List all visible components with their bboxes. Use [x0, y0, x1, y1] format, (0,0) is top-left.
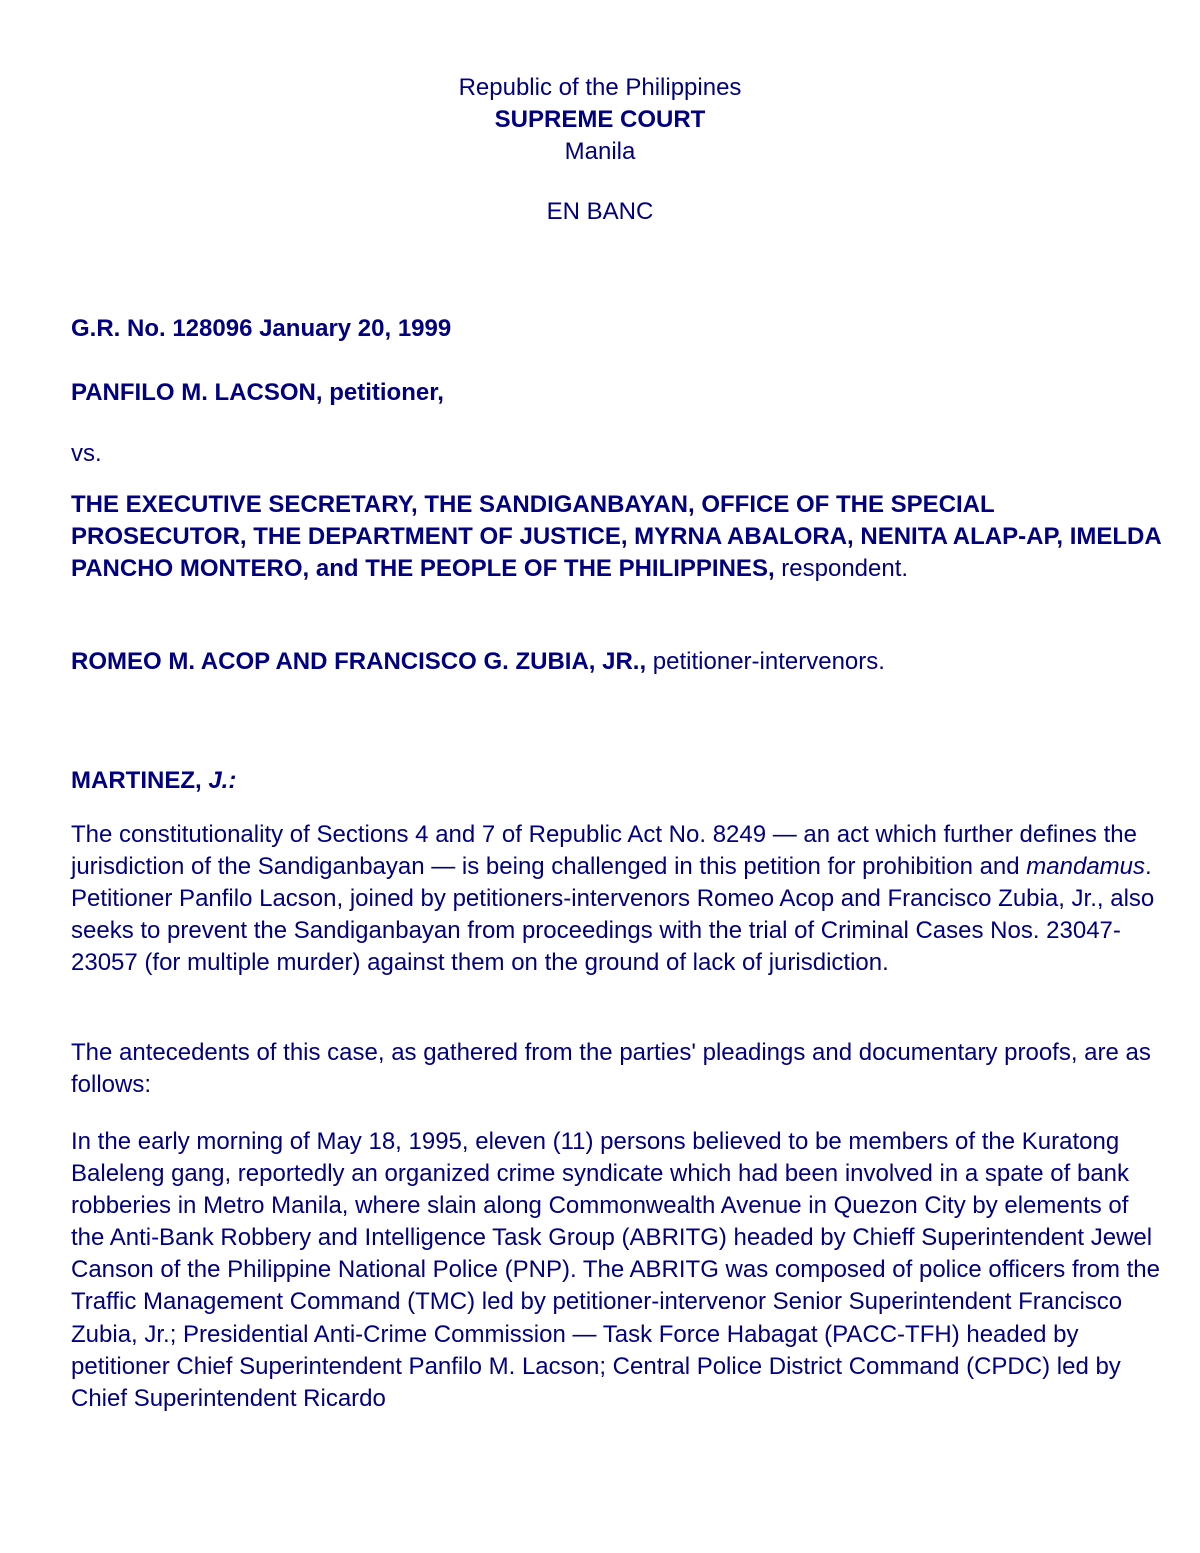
respondents-names: THE EXECUTIVE SECRETARY, THE SANDIGANBAYAN, OFFICE OF THE SPECIAL PROSECUTOR, THE DEPARTMENT OF JUSTICE, MYRNA ABALORA, NENITA ALAP-AP, IMELDA PANCHO MONTERO, and THE PEOPLE OF THE PHILIPPINES,: [71, 491, 1161, 582]
respondents-role: respondent.: [774, 555, 909, 582]
paragraph-1-emphasis: mandamus: [1026, 853, 1146, 881]
case-number: G.R. No. 128096 January 20, 1999: [71, 315, 452, 342]
versus-text: vs.: [71, 440, 102, 467]
ponente-name: MARTINEZ,: [71, 767, 209, 794]
petitioner-name: PANFILO M. LACSON,: [71, 379, 323, 406]
city-heading: Manila: [564, 138, 636, 165]
division-heading: EN BANC: [546, 198, 654, 225]
paragraph-1-part-a: The constitutionality of Sections 4 and 7 of Republic Act No. 8249 — an act which further defines the jurisdiction of the Sandiganbayan — is being challenged in this petition for prohibition and: [71, 821, 1137, 881]
paragraph-3: In the early morning of May 18, 1995, eleven (11) persons believed to be members of the Kuratong Baleleng gang, reportedly an organized crime syndicate which had been involved in a spate of bank robberies in Metro Manila, where slain along Commonwealth Avenue in Quezon City by elements of the Anti-Bank Robbery and Intelligence Task Group (ABRITG) headed by Chieff Superintendent Jewel Canson of the Philippine National Police (PNP). The ABRITG was composed of police officers from the Traffic Management Command (TMC) led by petitioner-intervenor Senior Superintendent Francisco Zubia, Jr.; Presidential Anti-Crime Commission — Task Force Habagat (PACC-TFH) headed by petitioner Chief Superintendent Panfilo M. Lacson; Central Police District Command (CPDC) led by Chief Superintendent Ricardo: [71, 1128, 1160, 1412]
paragraph-2: The antecedents of this case, as gathered from the parties' pleadings and documentary proofs, are as follows:: [71, 1039, 1151, 1099]
court-name-heading: SUPREME COURT: [494, 106, 706, 133]
intervenors-role: petitioner-intervenors.: [646, 648, 885, 675]
ponente-line: [71, 765, 1161, 797]
republic-heading: Republic of the Philippines: [458, 74, 742, 101]
paragraph-1: [71, 819, 1161, 979]
petitioner-role: petitioner,: [322, 379, 444, 406]
intervenors-line: [71, 646, 1161, 678]
intervenors-names: ROMEO M. ACOP AND FRANCISCO G. ZUBIA, JR.,: [71, 648, 647, 675]
respondents-block: [71, 489, 1161, 585]
petitioner-line: [71, 377, 1161, 409]
ponente-title: J.:: [208, 767, 237, 794]
paragraph-1-part-b: . Petitioner Panfilo Lacson, joined by petitioners-intervenors Romeo Acop and Francisco Zubia, Jr., also seeks to prevent the Sandiganbayan from proceedings with the trial of Criminal Cases Nos. 23047-23057 (for multiple murder) against them on the ground of lack of jurisdiction.: [71, 853, 1155, 977]
